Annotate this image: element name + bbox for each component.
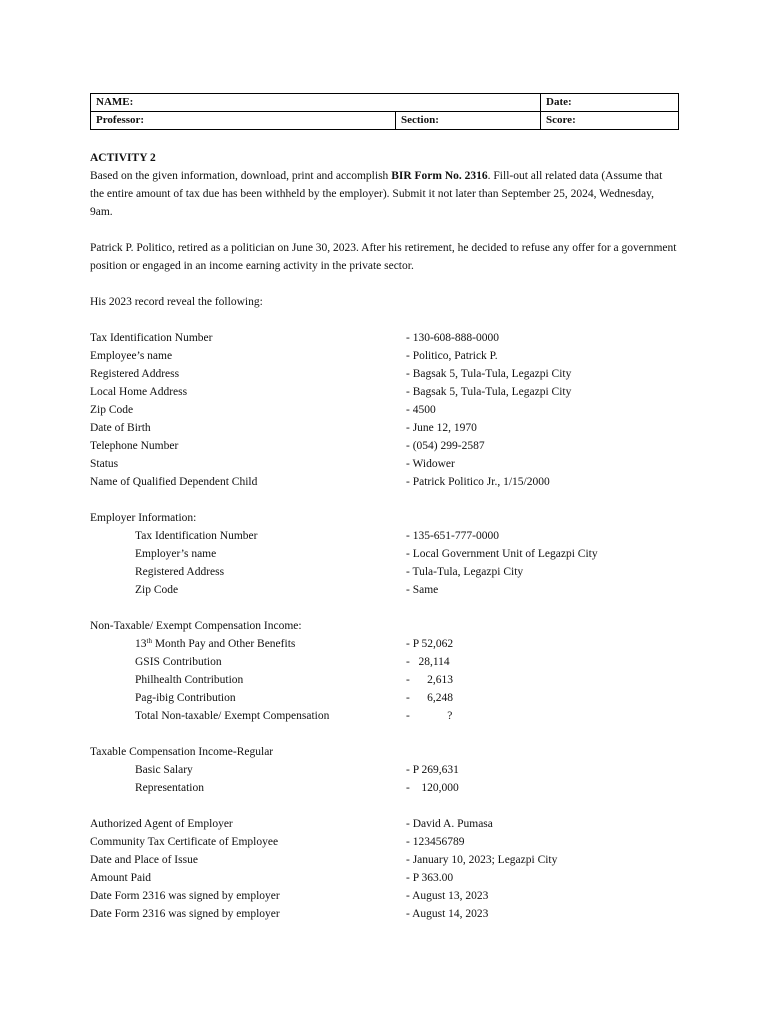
info-row: Name of Qualified Dependent Child - Patrick Politico Jr., 1/15/2000 <box>90 476 550 488</box>
instr-text: Based on the given information, download, print and accomplish <box>90 170 392 182</box>
student-info-table <box>90 93 679 112</box>
info-row: Authorized Agent of Employer - David A. Pumasa <box>90 818 493 830</box>
instr-text-cont: . Fill-out all related data (Assume that the entire amount of tax due has been withheld by the employer). Submit it not later than September 25, 2024, Wednesday, 9am. <box>90 170 663 218</box>
section-field: Section: <box>396 112 541 130</box>
info-row: Registered Address - Bagsak 5, Tula-Tula, Legazpi City <box>90 368 572 380</box>
info-row: Amount Paid - P 363.00 <box>90 872 454 884</box>
student-info-table-2 <box>90 111 679 130</box>
info-row: GSIS Contribution - 28,114 <box>135 656 450 668</box>
student-info-row-1 <box>91 94 679 112</box>
activity-instructions <box>90 167 678 221</box>
record-intro: His 2023 record reveal the following: <box>90 296 263 308</box>
scenario-paragraph: Patrick P. Politico, retired as a politician on June 30, 2023. After his retirement, he decided to refuse any offer for a government position or engaged in an income earning activity in the private sector. <box>90 242 677 272</box>
info-row: Telephone Number - (054) 299-2587 <box>90 440 485 452</box>
section-heading: Employer Information: <box>90 512 197 524</box>
info-row: Registered Address - Tula-Tula, Legazpi City <box>135 566 524 578</box>
info-row: Date and Place of Issue - January 10, 2023; Legazpi City <box>90 854 558 866</box>
info-row: Date Form 2316 was signed by employer - August 13, 2023 <box>90 890 489 902</box>
taxable-income <box>90 743 678 797</box>
other-info <box>90 815 678 923</box>
professor-field: Professor: <box>91 112 396 130</box>
section-heading: Taxable Compensation Income-Regular <box>90 746 274 758</box>
info-row: Zip Code - Same <box>135 584 439 596</box>
info-row: 13th Month Pay and Other Benefits - P 52,062 <box>135 637 454 650</box>
section-heading: Non-Taxable/ Exempt Compensation Income: <box>90 620 302 632</box>
info-row: Philhealth Contribution - 2,613 <box>135 674 453 686</box>
student-info-row-2 <box>91 112 679 130</box>
form-name: BIR Form No. 2316 <box>391 170 488 182</box>
document-page <box>90 93 678 923</box>
activity-title: ACTIVITY 2 <box>90 152 156 164</box>
date-field: Date: <box>541 94 679 112</box>
name-field: NAME: <box>91 94 541 112</box>
info-row: Status - Widower <box>90 458 455 470</box>
info-row: Date of Birth - June 12, 1970 <box>90 422 477 434</box>
info-row: Local Home Address - Bagsak 5, Tula-Tula, Legazpi City <box>90 386 572 398</box>
info-row: Representation - 120,000 <box>135 782 459 794</box>
score-field: Score: <box>541 112 679 130</box>
info-row: Zip Code - 4500 <box>90 404 436 416</box>
info-row: Employee’s name - Politico, Patrick P. <box>90 350 498 362</box>
info-row: Basic Salary - P 269,631 <box>135 764 459 776</box>
info-row: Tax Identification Number - 130-608-888-0000 <box>90 332 499 344</box>
employee-info <box>90 329 678 491</box>
info-row: Total Non-taxable/ Exempt Compensation - ? <box>135 710 453 722</box>
info-row: Community Tax Certificate of Employee - 123456789 <box>90 836 465 848</box>
info-row: Tax Identification Number - 135-651-777-0000 <box>135 530 499 542</box>
nontaxable-income <box>90 617 678 725</box>
info-row: Employer’s name - Local Government Unit of Legazpi City <box>135 548 598 560</box>
info-row: Pag-ibig Contribution - 6,248 <box>135 692 453 704</box>
info-row: Date Form 2316 was signed by employer - August 14, 2023 <box>90 908 489 920</box>
employer-info <box>90 509 678 599</box>
